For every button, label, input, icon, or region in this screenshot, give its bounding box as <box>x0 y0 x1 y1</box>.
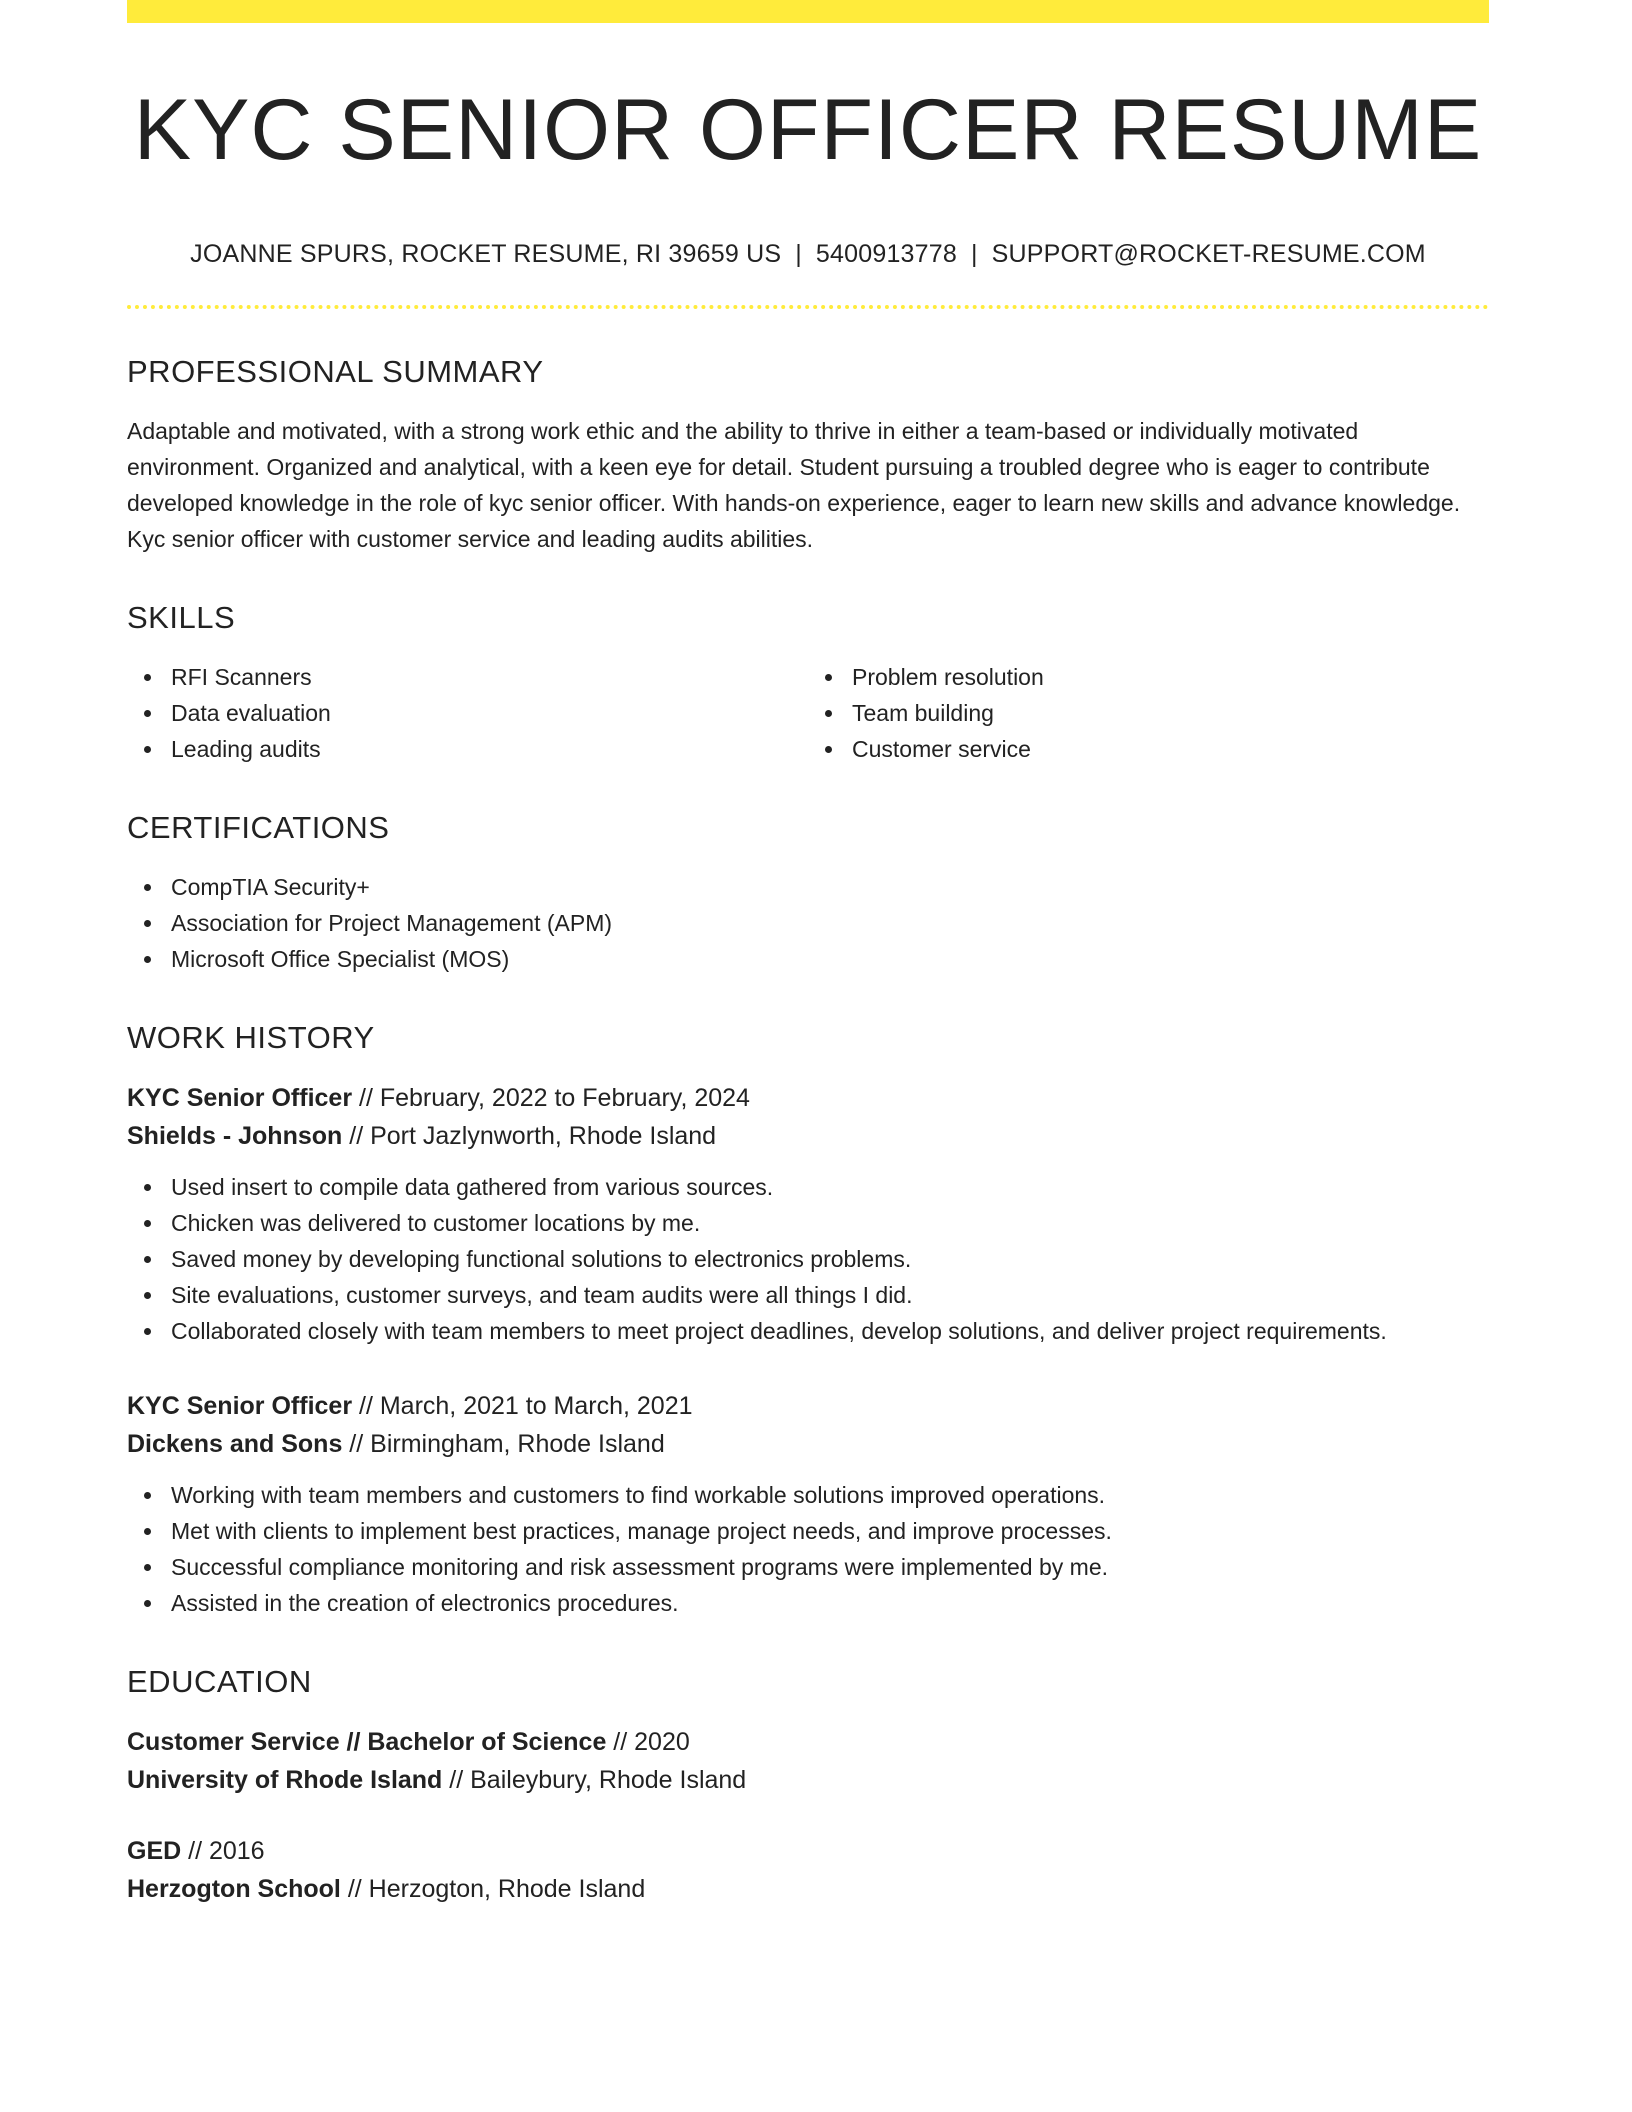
job-title: KYC Senior Officer <box>127 1391 353 1420</box>
job-bullet: Met with clients to implement best practices, manage project needs, and improve processes. <box>127 1513 1489 1549</box>
work-history-heading: WORK HISTORY <box>127 1019 375 1055</box>
job-bullet: Chicken was delivered to customer locations by me. <box>127 1205 1489 1241</box>
certifications-list <box>127 869 1489 977</box>
job-entry <box>127 1387 1489 1621</box>
skill-item: Customer service <box>808 731 1489 767</box>
education-heading: EDUCATION <box>127 1663 312 1699</box>
contact-address: JOANNE SPURS, ROCKET RESUME, RI 39659 US <box>190 239 782 268</box>
certification-item: Association for Project Management (APM) <box>127 905 1489 941</box>
job-company-line <box>127 1425 1489 1463</box>
job-title: KYC Senior Officer <box>127 1083 353 1112</box>
education-degree: Customer Service // Bachelor of Science <box>127 1728 607 1757</box>
contact-separator: | <box>795 239 802 268</box>
job-bullets <box>127 1477 1489 1621</box>
job-bullet: Working with team members and customers to find workable solutions improved operations. <box>127 1477 1489 1513</box>
resume-title: KYC SENIOR OFFICER RESUME <box>133 82 1483 178</box>
job-dates: // March, 2021 to March, 2021 <box>352 1391 693 1420</box>
education-school-line <box>127 1761 1489 1799</box>
education-entry <box>127 1723 1489 1799</box>
education-entry <box>127 1832 1489 1908</box>
skills-column-right <box>808 659 1489 767</box>
skill-item: Team building <box>808 695 1489 731</box>
skills-column-left <box>127 659 808 767</box>
education-year: // 2016 <box>181 1837 265 1866</box>
contact-phone: 5400913778 <box>815 239 957 268</box>
education-location: // Herzogton, Rhode Island <box>340 1875 646 1904</box>
skill-item: Data evaluation <box>127 695 808 731</box>
job-title-line <box>127 1079 1489 1117</box>
job-title-line <box>127 1387 1489 1425</box>
education-location: // Baileybury, Rhode Island <box>442 1766 747 1795</box>
contact-separator: | <box>970 239 978 268</box>
skills-heading: SKILLS <box>127 599 236 635</box>
education-school: Herzogton School <box>127 1875 341 1904</box>
job-bullet: Used insert to compile data gathered from various sources. <box>127 1169 1489 1205</box>
summary-text: Adaptable and motivated, with a strong work ethic and the ability to thrive in either a team-based or individually motivated environment. Organized and analytical, with a keen eye for detail. Student pursuing a troubled degree who is eager to contribute developed knowledge in the role of kyc senior officer. With hands-on experience, eager to learn new skills and advance knowledge. Kyc senior officer with customer service and leading audits abilities. <box>127 417 1461 552</box>
dotted-divider <box>127 305 1489 309</box>
job-company-line <box>127 1117 1489 1155</box>
resume-page <box>127 0 1489 1908</box>
skill-item: Problem resolution <box>808 659 1489 695</box>
job-location: // Birmingham, Rhode Island <box>342 1429 665 1458</box>
skill-item: RFI Scanners <box>127 659 808 695</box>
job-bullet: Site evaluations, customer surveys, and team audits were all things I did. <box>127 1277 1489 1313</box>
job-location: // Port Jazlynworth, Rhode Island <box>342 1121 717 1150</box>
skill-item: Leading audits <box>127 731 808 767</box>
job-bullet: Collaborated closely with team members to meet project deadlines, develop solutions, and deliver project requirements. <box>127 1313 1489 1349</box>
accent-top-bar <box>127 0 1489 23</box>
education-degree: GED <box>127 1837 182 1866</box>
job-bullet: Saved money by developing functional solutions to electronics problems. <box>127 1241 1489 1277</box>
job-dates: // February, 2022 to February, 2024 <box>352 1083 750 1112</box>
skills-list <box>127 659 1489 767</box>
job-bullet: Assisted in the creation of electronics procedures. <box>127 1585 1489 1621</box>
education-degree-line <box>127 1832 1489 1870</box>
job-company: Shields - Johnson <box>127 1121 343 1150</box>
summary-heading: PROFESSIONAL SUMMARY <box>127 353 544 389</box>
education-school-line <box>127 1870 1489 1908</box>
certification-item: CompTIA Security+ <box>127 869 1489 905</box>
job-bullets <box>127 1169 1489 1349</box>
certification-item: Microsoft Office Specialist (MOS) <box>127 941 1489 977</box>
certifications-heading: CERTIFICATIONS <box>127 809 390 845</box>
job-company: Dickens and Sons <box>127 1429 343 1458</box>
education-year: // 2020 <box>606 1728 690 1757</box>
contact-email: SUPPORT@ROCKET-RESUME.COM <box>991 239 1426 268</box>
contact-line <box>127 240 1489 269</box>
education-school: University of Rhode Island <box>127 1766 443 1795</box>
education-degree-line <box>127 1723 1489 1761</box>
job-entry <box>127 1079 1489 1349</box>
job-bullet: Successful compliance monitoring and risk assessment programs were implemented by me. <box>127 1549 1489 1585</box>
